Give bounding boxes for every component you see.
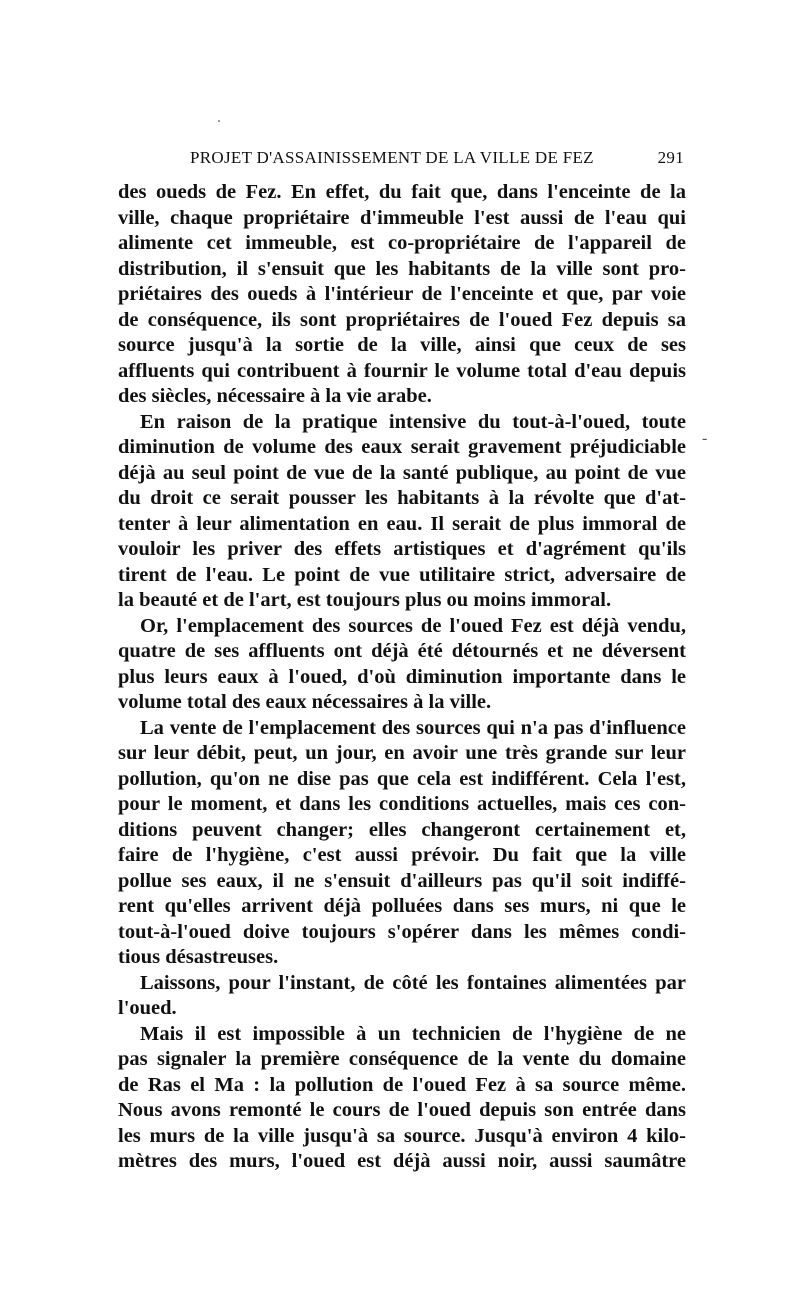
- text-line: Mais il est impossible à un technicien de l'hygiène de ne: [140, 1022, 686, 1045]
- text-line: ditions peuvent changer; elles changeront certainement et,: [118, 818, 686, 841]
- text-line: sur leur débit, peut, un jour, en avoir une très grande sur leur: [118, 742, 686, 764]
- text-line: mètres des murs, l'oued est déjà aussi noir, aussi saumâtre: [118, 1150, 686, 1172]
- text-line: tenter à leur alimentation en eau. Il serait de plus immoral de: [118, 512, 686, 535]
- text-line: diminution de volume des eaux serait gravement préjudiciable: [118, 436, 686, 458]
- text-line: source jusqu'à la sortie de la ville, ainsi que ceux de ses: [118, 334, 686, 356]
- margin-mark: -: [702, 430, 708, 447]
- text-line: de conséquence, ils sont propriétaires de l'oued Fez depuis sa: [118, 308, 686, 331]
- text-line: plus leurs eaux à l'oued, d'où diminution importante dans le: [118, 665, 686, 688]
- text-line: La vente de l'emplacement des sources qui n'a pas d'influence: [140, 716, 686, 739]
- text-line: alimente cet immeuble, est co-propriétaire de l'appareil de: [118, 232, 686, 254]
- text-line: les murs de la ville jusqu'à sa source. Jusqu'à environ 4 kilo-: [118, 1124, 686, 1147]
- print-speck: [218, 120, 220, 122]
- text-line: Laissons, pour l'instant, de côté les fontaines alimentées par: [140, 971, 686, 994]
- text-line: tirent de l'eau. Le point de vue utilitaire strict, adversaire de: [118, 563, 686, 586]
- text-line: la beauté et de l'art, est toujours plus ou moins immoral.: [118, 589, 612, 611]
- text-line: pour le moment, et dans les conditions actuelles, mais ces con-: [118, 793, 686, 815]
- text-line: distribution, il s'ensuit que les habitants de la ville sont pro-: [118, 257, 686, 280]
- text-line: des siècles, nécessaire à la vie arabe.: [118, 385, 432, 407]
- running-title: PROJET D'ASSAINISSEMENT DE LA VILLE DE FEZ: [190, 148, 594, 167]
- text-line: Or, l'emplacement des sources de l'oued Fez est déjà vendu,: [140, 614, 686, 637]
- running-header: [118, 148, 684, 172]
- text-line: rent qu'elles arrivent déjà polluées dans ses murs, ni que le: [118, 895, 686, 917]
- text-line: pas signaler la première conséquence de la vente du domaine: [118, 1048, 686, 1070]
- text-line: faire de l'hygiène, c'est aussi prévoir. Du fait que la ville: [118, 844, 686, 866]
- page-number: 291: [657, 148, 684, 167]
- text-line: des oueds de Fez. En effet, du fait que, dans l'enceinte de la: [118, 181, 686, 203]
- text-line: En raison de la pratique intensive du tout-à-l'oued, toute: [140, 410, 686, 433]
- text-line: pollue ses eaux, il ne s'ensuit d'ailleurs pas qu'il soit indiffé-: [118, 869, 686, 892]
- text-line: vouloir les priver des effets artistiques et d'agrément qu'ils: [118, 538, 686, 560]
- text-line: affluents qui contribuent à fournir le volume total d'eau depuis: [118, 359, 686, 382]
- text-line: l'oued.: [118, 997, 177, 1019]
- text-line: quatre de ses affluents ont déjà été détournés et ne déversent: [118, 640, 686, 662]
- text-line: de Ras el Ma : la pollution de l'oued Fez à sa source même.: [118, 1073, 686, 1096]
- text-line: pollution, qu'on ne dise pas que cela est indifférent. Cela l'est,: [118, 767, 686, 790]
- text-line: tious désastreuses.: [118, 946, 279, 968]
- text-line: Nous avons remonté le cours de l'oued depuis son entrée dans: [118, 1099, 686, 1121]
- text-line: du droit ce serait pousser les habitants à la révolte que d'at-: [118, 487, 686, 509]
- text-line: ville, chaque propriétaire d'immeuble l'est aussi de l'eau qui: [118, 206, 686, 229]
- body-text: [118, 180, 686, 1175]
- text-line: déjà au seul point de vue de la santé publique, au point de vue: [118, 461, 686, 484]
- text-line: volume total des eaux nécessaires à la ville.: [118, 691, 492, 713]
- text-line: tout-à-l'oued doive toujours s'opérer dans les mêmes condi-: [118, 920, 686, 943]
- text-line: priétaires des oueds à l'intérieur de l'enceinte et que, par voie: [118, 283, 686, 305]
